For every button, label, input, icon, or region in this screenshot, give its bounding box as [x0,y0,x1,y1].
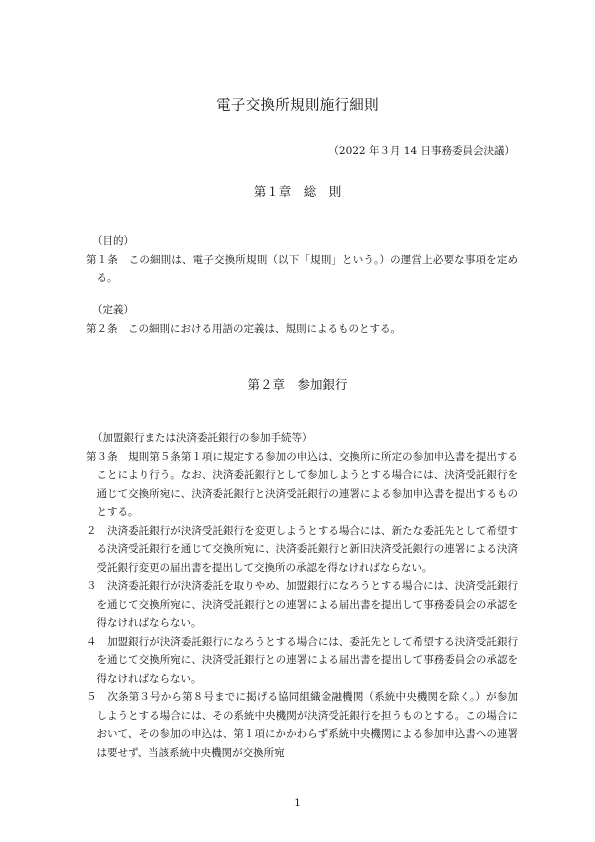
article-2 [86,301,518,338]
article-2-text: 第２条 この細則における用語の定義は、規則によるものとする。 [86,322,401,335]
chapter-1-heading: 第１章 総 則 [253,184,342,199]
article-3-paragraph-3: ３ 決済委託銀行が決済委託を取りやめ、加盟銀行になろうとする場合には、決済受託銀行を通じて交換所宛に、決済受託銀行との連署による届出書を提出して事務委員会の承認を得なければならない。 [86,580,518,629]
article-1-caption: （目的） [92,235,134,247]
article-3-paragraph-4: ４ 加盟銀行が決済委託銀行になろうとする場合には、委託先として希望する決済受託銀行を通じて交換所宛に、決済受託銀行との連署による届出書を提出して事務委員会の承認を得なければならない。 [86,635,518,685]
resolution-note: （2022 年３月 14 日事務委員会決議） [328,145,515,157]
document-title: 電子交換所規則施行細則 [216,98,379,114]
article-3 [86,429,518,762]
article-3-paragraph-5: ５ 次条第３号から第８号までに掲げる協同組織金融機関（系統中央機関を除く。）が参加しようとする場合には、その系統中央機関が決済受託銀行を担うものとする。この場合において、その参加の申込は、第１項にかかわらず系統中央機関による参加申込書への連署は要せず、当該系統中央機関が交換所宛 [86,691,518,759]
page-number: 1 [294,798,301,809]
article-3-caption: （加盟銀行または決済委託銀行の参加手続等） [92,432,313,444]
article-2-caption: （定義） [92,304,134,316]
article-3-paragraph-1: 第３条 規則第５条第１項に規定する参加の申込は、交換所に所定の参加申込書を提出することにより行う。なお、決済委託銀行として参加しようとする場合には、決済受託銀行を通じて交換所宛に、決済委託銀行と決済受託銀行の連署による参加申込書を提出するものとする。 [86,450,518,518]
article-3-paragraph-2: ２ 決済委託銀行が決済受託銀行を変更しようとする場合には、新たな委託先として希望する決済受託銀行を通じて交換所宛に、決済委託銀行と新旧決済受託銀行の連署による決済受託銀行変更の届出書を提出して交換所の承認を得なければならない。 [86,524,518,574]
article-1-text: 第１条 この細則は、電子交換所規則（以下「規則」という。）の運営上必要な事項を定める。 [86,253,518,284]
article-1 [86,232,518,288]
chapter-2-heading: 第２章 参加銀行 [247,377,348,392]
